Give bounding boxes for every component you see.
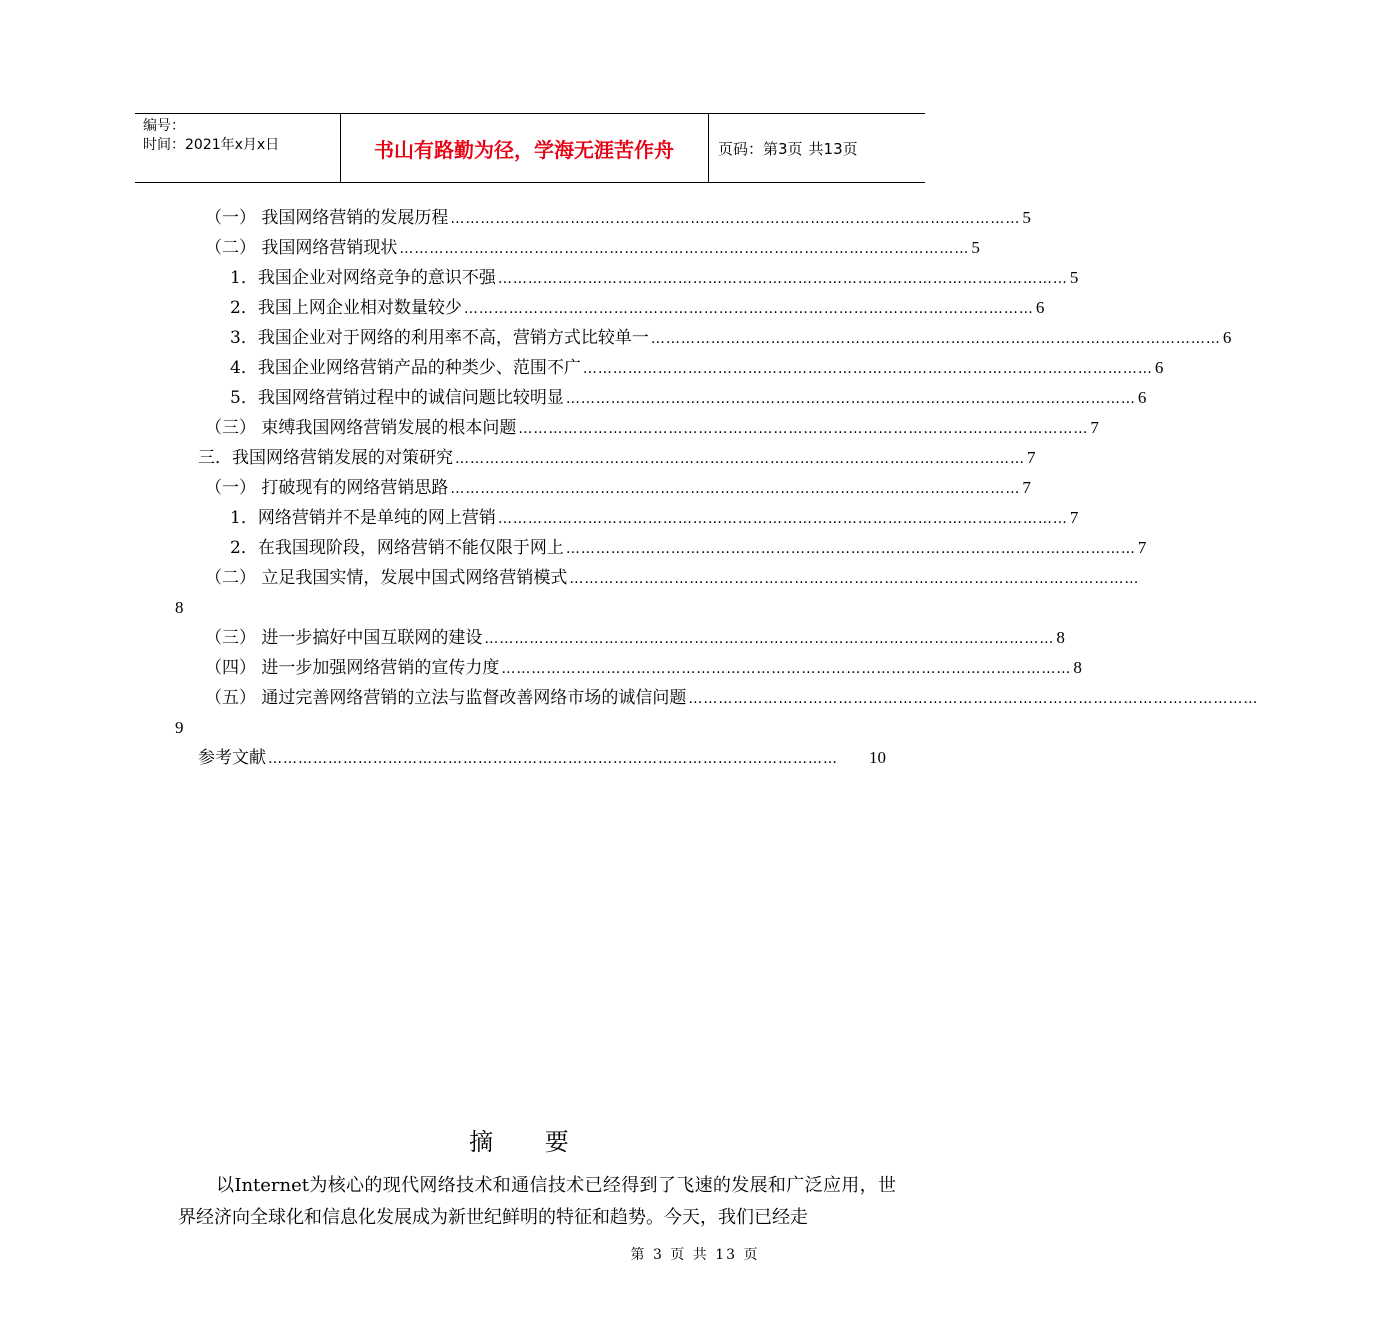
toc-entry[interactable] bbox=[230, 265, 1079, 291]
toc-entry-page: 6 bbox=[1154, 358, 1164, 377]
toc-entry-label: （一） 我国网络营销的发展历程 bbox=[205, 208, 449, 228]
toc-leader-dots: …………………………………………………………………………………………………… bbox=[569, 571, 1140, 587]
toc-entry-page: 5 bbox=[971, 238, 980, 257]
toc-entry-label: （五） 通过完善网络营销的立法与监督改善网络市场的诚信问题 bbox=[205, 688, 687, 708]
toc-entry-label: （四） 进一步加强网络营销的宣传力度 bbox=[205, 658, 500, 678]
header-divider bbox=[708, 114, 709, 182]
toc-leader-dots: …………………………………………………………………………………………………… bbox=[268, 751, 838, 767]
toc-entry-page: 7 bbox=[1090, 418, 1099, 437]
toc-entry-label: （一） 打破现有的网络营销思路 bbox=[205, 478, 449, 498]
toc-entry-page: 8 bbox=[1073, 658, 1082, 677]
toc-entry[interactable] bbox=[205, 625, 1065, 651]
toc-leader-dots: …………………………………………………………………………………………………… bbox=[450, 211, 1021, 227]
toc-entry[interactable] bbox=[205, 685, 1259, 711]
toc-leader-dots: …………………………………………………………………………………………………… bbox=[582, 361, 1153, 377]
toc-entry-page: 7 bbox=[1022, 478, 1031, 497]
toc-entry-page: 7 bbox=[1137, 538, 1147, 557]
toc-entry-page: 10 bbox=[869, 748, 886, 767]
toc-entry-label: 1．网络营销并不是单纯的网上营销 bbox=[230, 508, 496, 528]
toc-leader-dots: …………………………………………………………………………………………………… bbox=[450, 481, 1021, 497]
toc-entry-label: （三） 束缚我国网络营销发展的根本问题 bbox=[205, 418, 517, 438]
toc-leader-dots: …………………………………………………………………………………………………… bbox=[565, 391, 1136, 407]
header-page-total: 共13页 bbox=[808, 139, 858, 158]
toc-entry-label: 参考文献 bbox=[198, 748, 266, 768]
toc-entry-label: 三．我国网络营销发展的对策研究 bbox=[198, 448, 453, 468]
toc-entry[interactable] bbox=[205, 565, 1140, 591]
toc-entry-page: 8 bbox=[175, 598, 184, 617]
toc-entry-label: （二） 我国网络营销现状 bbox=[205, 238, 398, 258]
toc-entry[interactable] bbox=[198, 745, 886, 771]
toc-entry-page: 5 bbox=[1069, 268, 1079, 287]
toc-leader-dots: …………………………………………………………………………………………………… bbox=[455, 451, 1025, 467]
toc-leader-dots: …………………………………………………………………………………………………… bbox=[497, 511, 1068, 527]
toc-entry-label: （三） 进一步搞好中国互联网的建设 bbox=[205, 628, 483, 648]
toc-entry-label: （二） 立足我国实情，发展中国式网络营销模式 bbox=[205, 568, 568, 588]
toc-entry-label: 5．我国网络营销过程中的诚信问题比较明显 bbox=[230, 388, 564, 408]
abstract-paragraph: 以Internet为核心的现代网络技术和通信技术已经得到了飞速的发展和广泛应用，世界经济向全球化和信息化发展成为新世纪鲜明的特征和趋势。今天，我们已经走 bbox=[178, 1175, 896, 1228]
toc-entry-page: 5 bbox=[1022, 208, 1031, 227]
toc-entry-page: 8 bbox=[1056, 628, 1065, 647]
toc-entry-page: 6 bbox=[1137, 388, 1147, 407]
header-page-info bbox=[718, 114, 918, 182]
toc-entry-page: 7 bbox=[1069, 508, 1079, 527]
toc-leader-dots: …………………………………………………………………………………………………… bbox=[497, 271, 1068, 287]
abstract-title: 摘 要 bbox=[469, 1128, 591, 1156]
toc-entry[interactable] bbox=[205, 235, 980, 261]
toc-entry[interactable] bbox=[230, 535, 1147, 561]
toc-entry[interactable] bbox=[230, 295, 1045, 321]
toc-entry[interactable] bbox=[230, 385, 1147, 411]
page-footer: 第 3 页 共 13 页 bbox=[630, 1247, 760, 1263]
toc-leader-dots: …………………………………………………………………………………………………… bbox=[484, 631, 1055, 647]
toc-entry-page: 7 bbox=[1027, 448, 1036, 467]
header-number-label: 编号： bbox=[143, 118, 185, 134]
header-meta bbox=[143, 117, 333, 155]
toc-entry-label: 3．我国企业对于网络的利用率不高，营销方式比较单一 bbox=[230, 328, 649, 348]
toc-entry-label: 4．我国企业网络营销产品的种类少、范围不广 bbox=[230, 358, 581, 378]
toc-entry-page: 6 bbox=[1222, 328, 1232, 347]
toc-entry[interactable] bbox=[205, 415, 1099, 441]
toc-leader-dots: …………………………………………………………………………………………………… bbox=[688, 691, 1259, 707]
toc-entry[interactable] bbox=[230, 505, 1079, 531]
toc-entry-page: 9 bbox=[175, 718, 184, 737]
toc-entry[interactable] bbox=[230, 355, 1164, 381]
toc-entry[interactable] bbox=[205, 655, 1082, 681]
header-time-label: 时间：2021年x月x日 bbox=[143, 137, 280, 153]
toc-entry-label: 1．我国企业对网络竞争的意识不强 bbox=[230, 268, 496, 288]
toc-entry[interactable] bbox=[198, 445, 1036, 471]
toc-leader-dots: …………………………………………………………………………………………………… bbox=[399, 241, 970, 257]
toc-leader-dots: …………………………………………………………………………………………………… bbox=[501, 661, 1072, 677]
toc-entry-label: 2．我国上网企业相对数量较少 bbox=[230, 298, 462, 318]
document-header bbox=[135, 113, 925, 183]
header-page-label: 页码：第3页 bbox=[718, 139, 803, 158]
toc-leader-dots: …………………………………………………………………………………………………… bbox=[463, 301, 1034, 317]
toc-entry-page: 6 bbox=[1035, 298, 1045, 317]
toc-entry[interactable] bbox=[230, 325, 1232, 351]
toc-leader-dots: …………………………………………………………………………………………………… bbox=[650, 331, 1221, 347]
toc-entry[interactable] bbox=[205, 205, 1031, 231]
toc-leader-dots: …………………………………………………………………………………………………… bbox=[518, 421, 1089, 437]
toc-entry-label: 2．在我国现阶段，网络营销不能仅限于网上 bbox=[230, 538, 564, 558]
toc-entry[interactable] bbox=[205, 475, 1031, 501]
header-motto: 书山有路勤为径，学海无涯苦作舟 bbox=[374, 137, 674, 162]
toc-leader-dots: …………………………………………………………………………………………………… bbox=[565, 541, 1136, 557]
